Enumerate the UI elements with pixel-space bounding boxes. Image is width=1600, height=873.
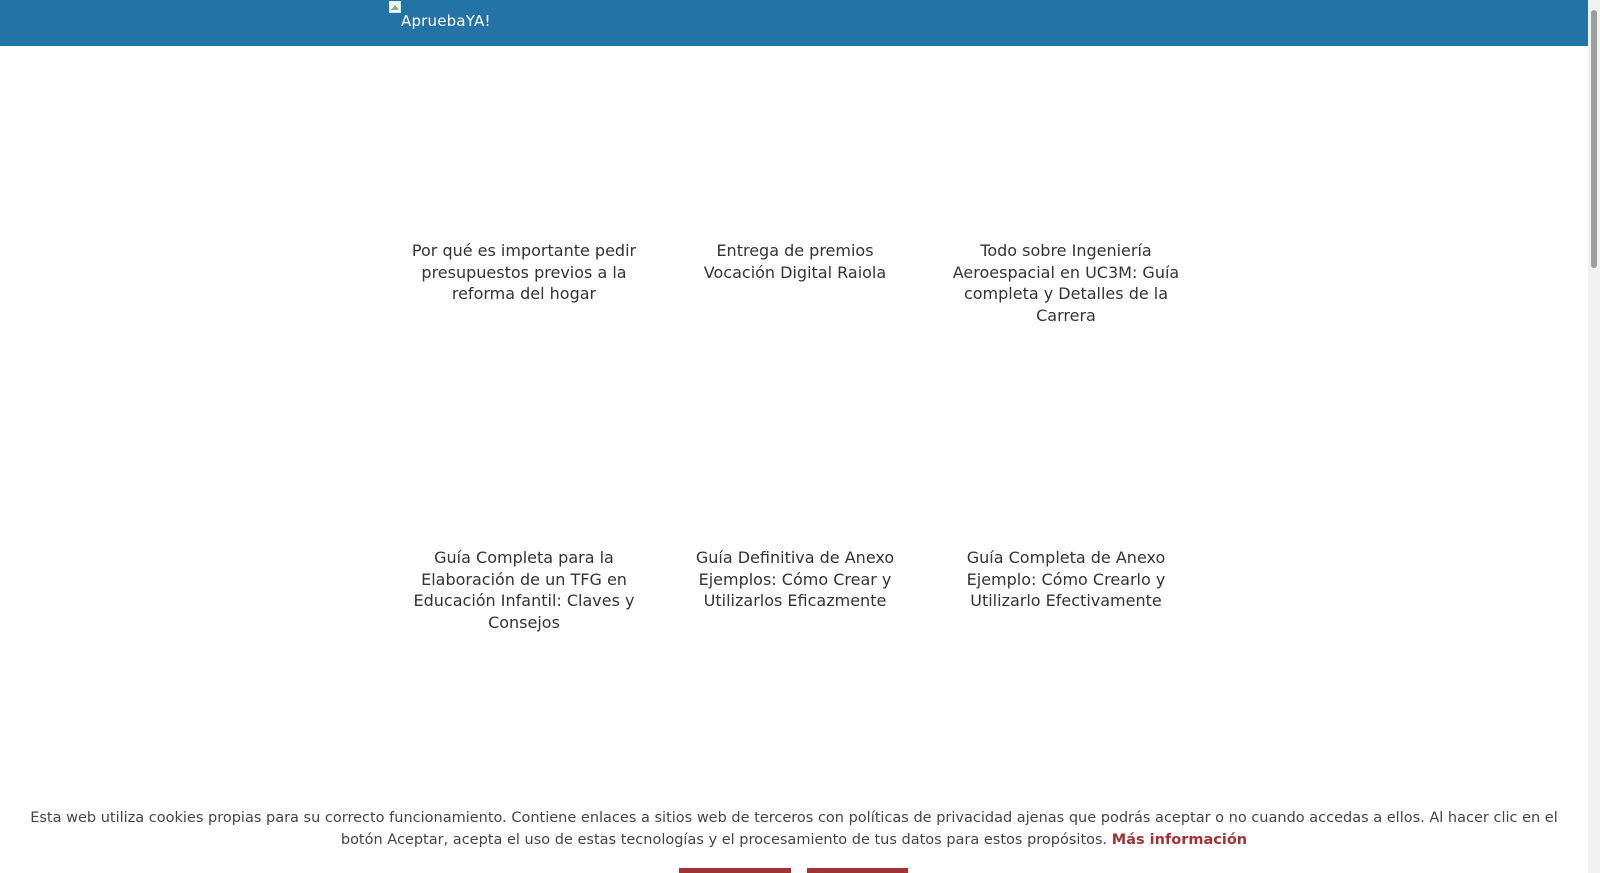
article-card[interactable] — [675, 60, 915, 283]
scrollbar-thumb[interactable] — [1591, 10, 1597, 268]
article-card[interactable] — [404, 367, 644, 633]
article-title[interactable]: Todo sobre Ingeniería Aeroespacial en UC3M: Guía completa y Detalles de la Carrera — [952, 241, 1180, 325]
article-title[interactable]: Guía Completa de Anexo Ejemplo: Cómo Crearlo y Utilizarlo Efectivamente — [966, 548, 1166, 610]
article-title[interactable]: Por qué es importante pedir presupuestos previos a la reforma del hogar — [411, 241, 637, 303]
article-thumbnail — [946, 60, 1186, 240]
article-card[interactable] — [946, 60, 1186, 326]
article-thumbnail — [675, 367, 915, 547]
article-thumbnail — [946, 367, 1186, 547]
reject-cookies-button[interactable] — [807, 868, 908, 873]
cookie-buttons — [679, 868, 908, 873]
article-title[interactable]: Entrega de premios Vocación Digital Raiola — [703, 241, 887, 282]
more-info-link[interactable]: Más información — [1111, 831, 1248, 848]
broken-image-icon — [388, 0, 402, 14]
article-title[interactable]: Guía Definitiva de Anexo Ejemplos: Cómo Crear y Utilizarlos Eficazmente — [695, 548, 895, 610]
top-navbar — [0, 0, 1588, 46]
article-title[interactable]: Guía Completa para la Elaboración de un TFG en Educación Infantil: Claves y Consejos — [413, 548, 635, 632]
site-logo-link[interactable] — [388, 0, 491, 46]
article-thumbnail — [404, 60, 644, 240]
vertical-scrollbar[interactable] — [1588, 0, 1600, 873]
logo-alt-text: ApruebaYA! — [401, 12, 491, 30]
article-card[interactable] — [404, 60, 644, 305]
article-thumbnail — [675, 60, 915, 240]
cookie-text: Esta web utiliza cookies propias para su correcto funcionamiento. Contiene enlaces a sitios web de terceros con políticas de privacidad ajenas que podrás aceptar o no cuando accedas a ellos. Al hacer clic en el botón Aceptar, acepta el uso de estas tecnologías y el procesamiento de tus datos para estos propósitos. — [30, 810, 1558, 848]
cookie-banner — [0, 808, 1588, 851]
article-thumbnail — [404, 367, 644, 547]
article-card[interactable] — [946, 367, 1186, 612]
cookie-notice — [14, 808, 1574, 851]
accept-cookies-button[interactable] — [679, 868, 791, 873]
article-card[interactable] — [675, 367, 915, 612]
